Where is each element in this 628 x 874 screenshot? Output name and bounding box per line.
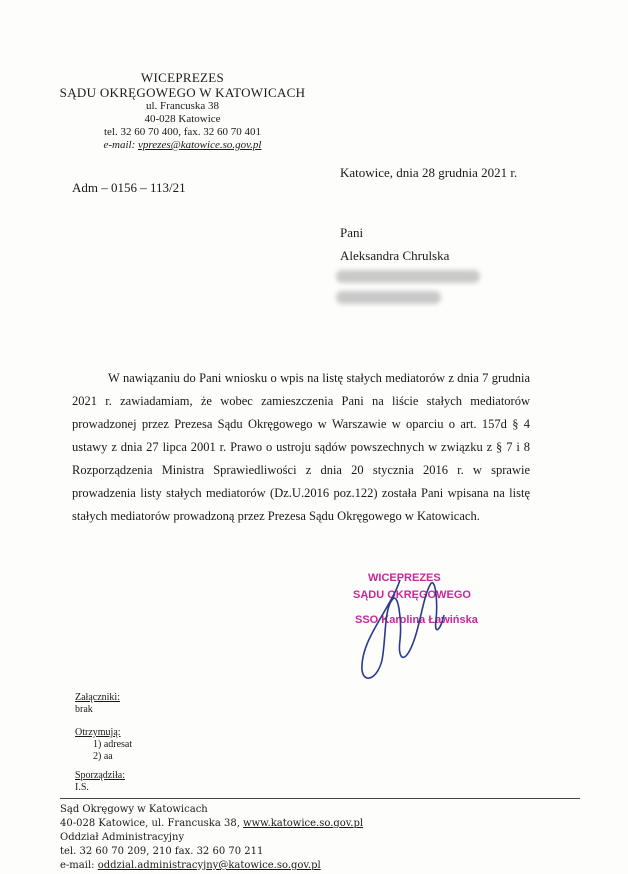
letterhead-phone: tel. 32 60 70 400, fax. 32 60 70 401	[103, 126, 262, 138]
redacted-address-2	[336, 291, 441, 304]
reference-number: Adm – 0156 – 113/21	[72, 180, 186, 195]
footer	[60, 803, 363, 873]
footer-line-2: 40-028 Katowice, ul. Francuska 38, www.katowice.so.gov.pl	[60, 818, 364, 829]
letterhead-street: ul. Francuska 38	[145, 100, 219, 112]
attachments-value: brak	[75, 704, 93, 715]
letterhead-title-2: SĄDU OKRĘGOWEGO W KATOWICACH	[59, 85, 306, 100]
footer-line-5: e-mail: oddzial.administracyjny@katowice.so.gov.pl	[60, 860, 321, 871]
letterhead-city: 40-028 Katowice	[144, 113, 221, 125]
footer-email-link[interactable]: oddzial.administracyjny@katowice.so.gov.pl	[97, 860, 321, 871]
letterhead-title-1: WICEPREZES	[140, 70, 225, 85]
received-by-item: 1) adresat	[93, 739, 133, 750]
received-by-item: 2) aa	[93, 751, 113, 762]
attachments	[75, 692, 120, 716]
stamp-line-2: SĄDU OKRĘGOWEGO	[353, 589, 471, 601]
body-paragraph: W nawiązaniu do Pani wniosku o wpis na listę stałych mediatorów z dnia 7 grudnia 2021 r. zawiadamiam, że wobec zamieszczenia Pani na liście stałych mediatorów prowadzonej przez Prezesa Sądu Okręgowego w Warszawie w oparciu o art. 157d § 4 ustawy z dnia 27 lipca 2001 r. Prawo o ustroju sądów powszechnych w związku z § 7 i 8 Rozporządzenia Ministra Sprawiedliwości z dnia 20 stycznia 2016 r. w sprawie prowadzenia listy stałych mediatorów (Dz.U.2016 poz.122) została Pani wpisana na listę stałych mediatorów prowadzoną przez Prezesa Sądu Okręgowego w Katowicach.	[72, 371, 530, 523]
stamp-line-1: WICEPREZES	[368, 572, 441, 584]
signature-icon	[340, 560, 490, 690]
footer-website-link[interactable]: www.katowice.so.gov.pl	[243, 818, 364, 829]
prepared-by	[75, 770, 125, 794]
footer-line-4: tel. 32 60 70 209, 210 fax. 32 60 70 211	[60, 846, 264, 857]
footer-line-3: Oddział Administracyjny	[60, 832, 185, 843]
redacted-address-1	[336, 270, 480, 283]
letterhead	[40, 70, 325, 152]
stamp-line-3: SSO Karolina Ławińska	[355, 614, 478, 626]
attachments-label: Załączniki:	[75, 692, 120, 703]
recipient-salutation: Pani	[340, 225, 364, 240]
footer-line-1: Sąd Okręgowy w Katowicach	[60, 804, 208, 815]
received-by-label: Otrzymują:	[75, 727, 121, 738]
footer-divider	[60, 798, 580, 799]
letterhead-email-link[interactable]: vprezes@katowice.so.gov.pl	[138, 139, 262, 151]
letter-body	[72, 367, 530, 528]
place-date: Katowice, dnia 28 grudnia 2021 r.	[340, 165, 518, 180]
prepared-by-value: I.S.	[75, 782, 89, 793]
received-by	[75, 727, 132, 763]
prepared-by-label: Sporządziła:	[75, 770, 125, 781]
recipient-name: Aleksandra Chrulska	[340, 248, 450, 263]
letterhead-email: e-mail: vprezes@katowice.so.gov.pl	[103, 139, 262, 151]
